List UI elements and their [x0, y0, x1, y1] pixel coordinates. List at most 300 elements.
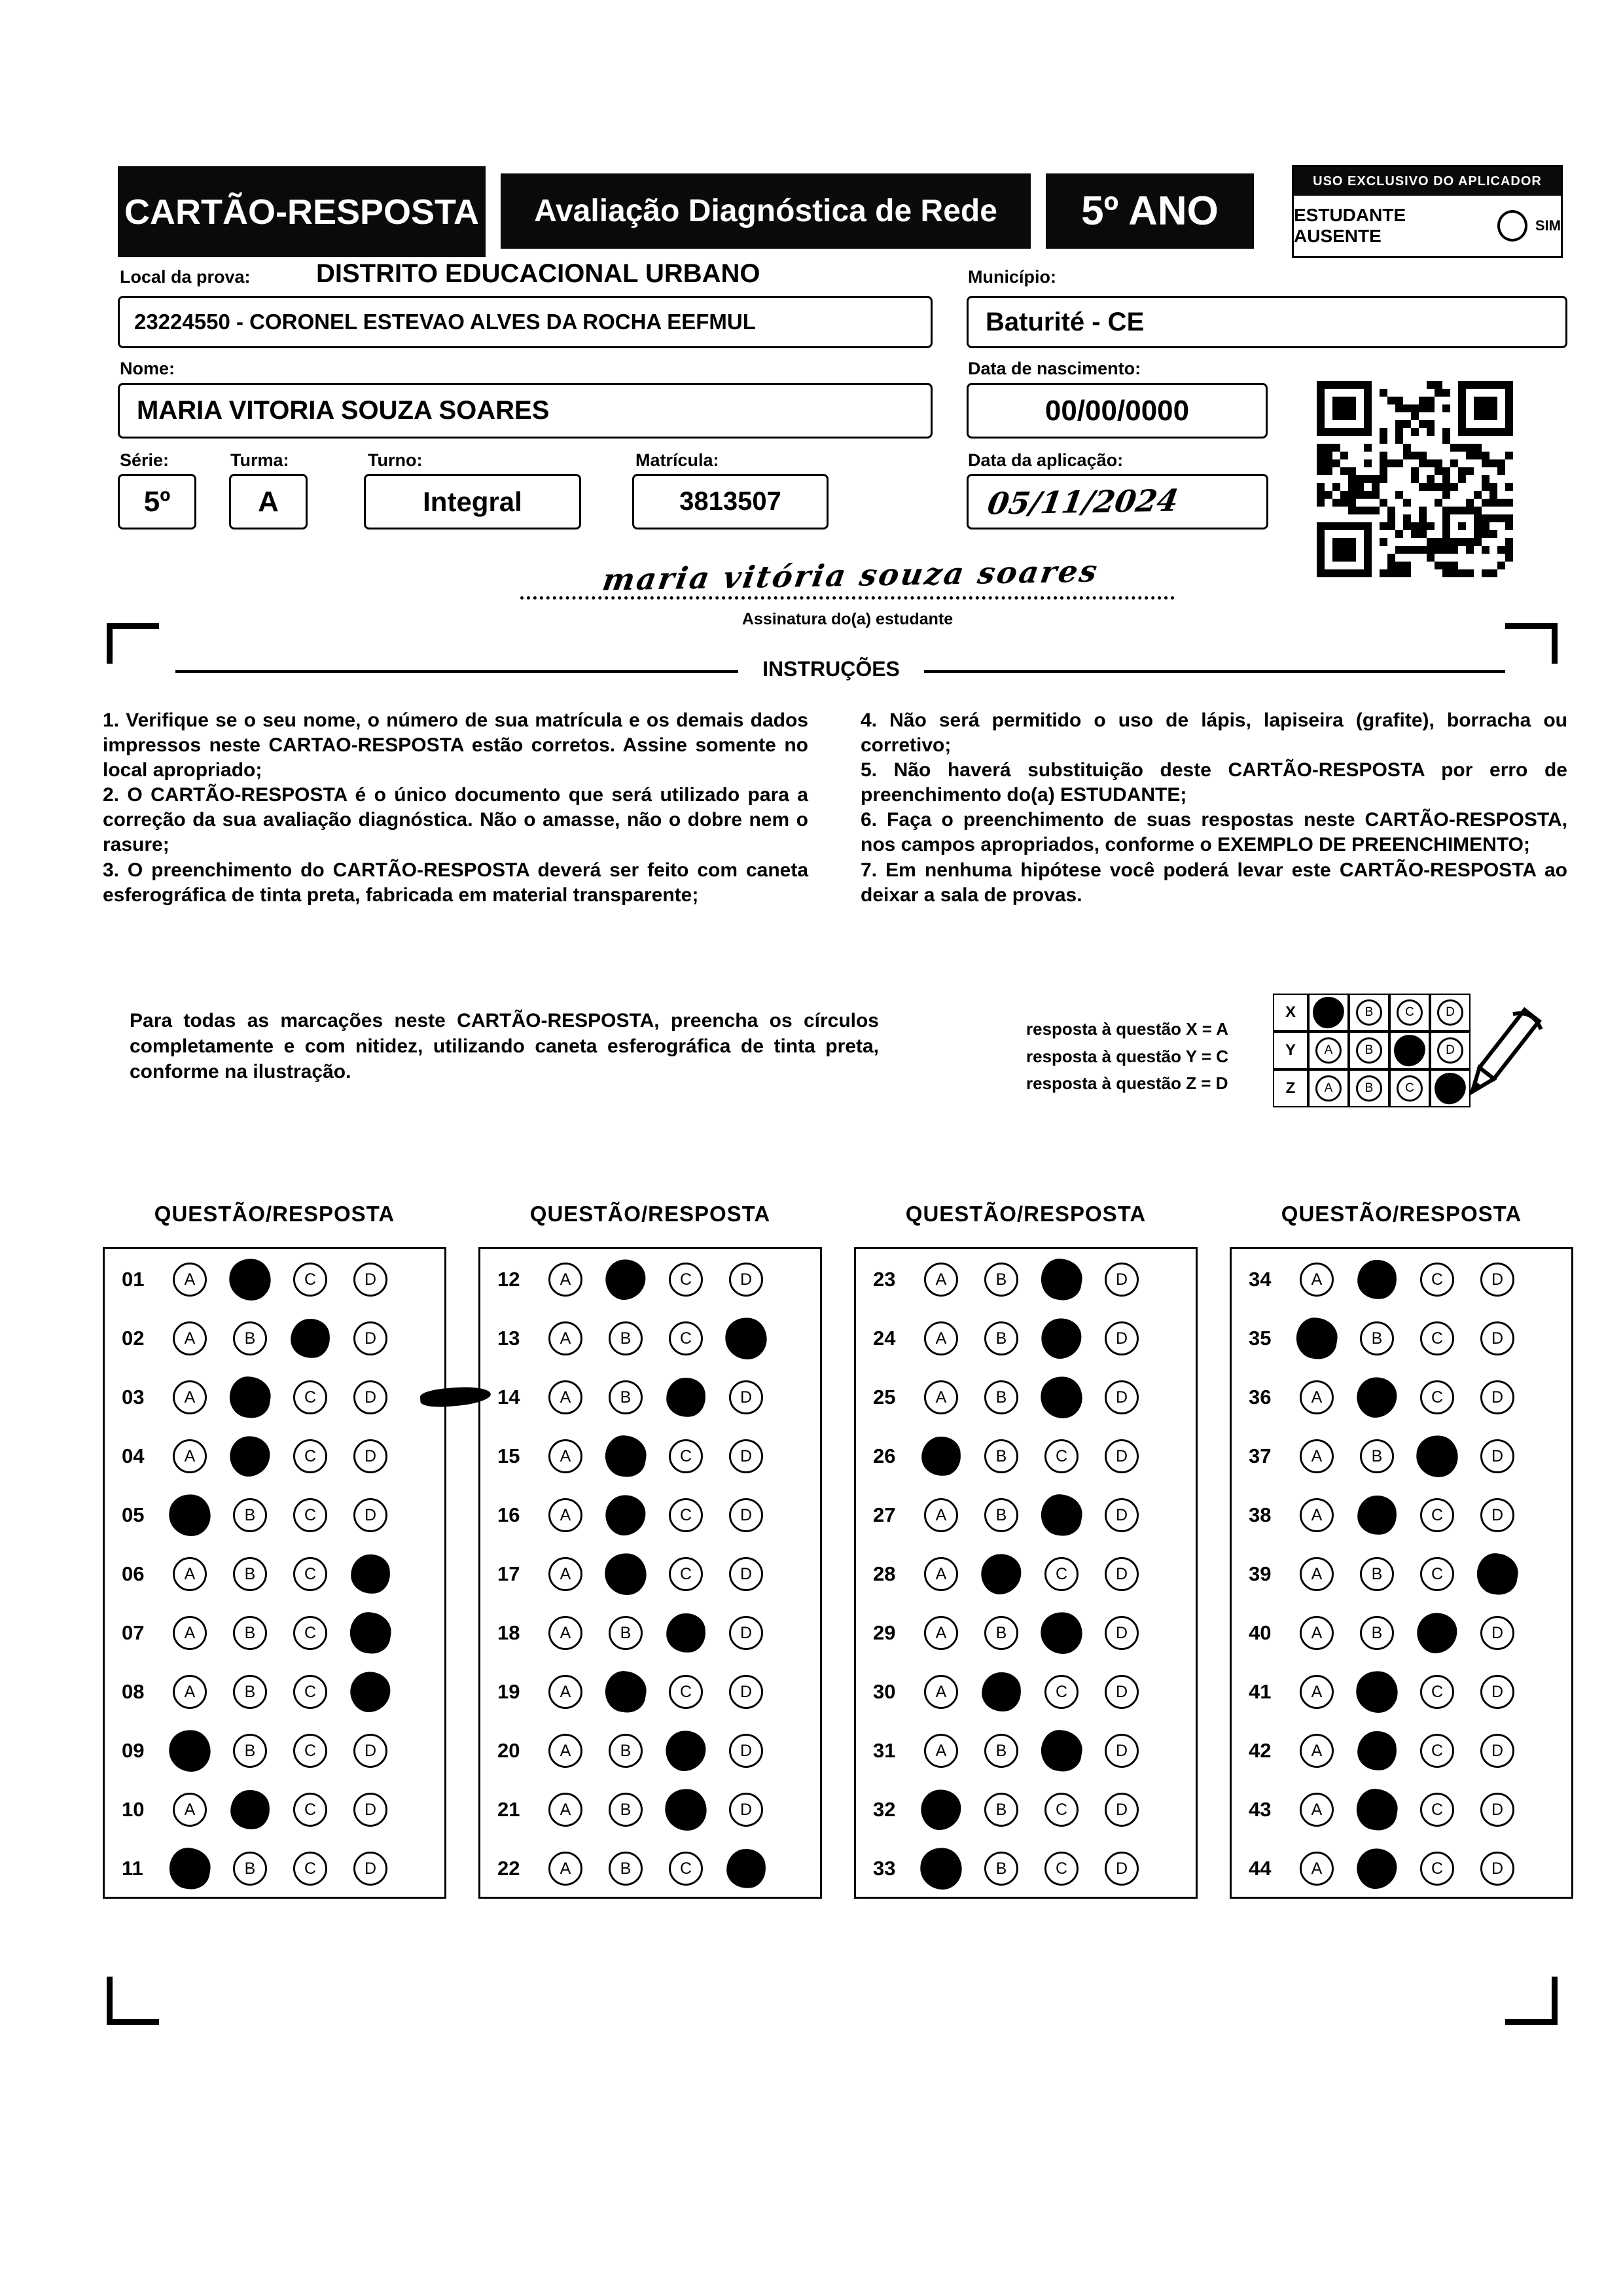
- question-number: 01: [122, 1268, 145, 1291]
- bubble-A[interactable]: A: [924, 1380, 958, 1414]
- bubble-C[interactable]: C: [669, 1557, 703, 1591]
- bubble-B[interactable]: B: [609, 1734, 643, 1768]
- turma-label: Turma:: [230, 450, 289, 470]
- example-bubble-B: B: [1356, 999, 1382, 1026]
- bubble-D[interactable]: D: [1105, 1321, 1139, 1355]
- bubble-D[interactable]: D: [1480, 1321, 1514, 1355]
- bubble-D[interactable]: D: [1105, 1793, 1139, 1827]
- bubble-B[interactable]: B: [1360, 1321, 1394, 1355]
- bubble-D[interactable]: D: [1480, 1439, 1514, 1473]
- bubble-B[interactable]: B: [1360, 1616, 1394, 1650]
- bubble-D[interactable]: D: [353, 1793, 387, 1827]
- example-note-x: resposta à questão X = A: [1026, 1019, 1228, 1039]
- example-notes: [1026, 1016, 1228, 1098]
- question-number: 18: [497, 1621, 520, 1644]
- bubble-C[interactable]: C: [1044, 1675, 1079, 1709]
- bubble-A[interactable]: A: [548, 1557, 582, 1591]
- bubble-D[interactable]: D: [1480, 1793, 1514, 1827]
- instruction-item-5: 5. Não haverá substituição deste CARTÃO-RESPOSTA por erro de preenchimento do(a) ESTUDANTE;: [861, 759, 1567, 806]
- instructions-right-column: [861, 708, 1567, 908]
- turno-field: Integral: [364, 474, 581, 529]
- bubble-A-filled[interactable]: [921, 1436, 962, 1477]
- local-prova-value: DISTRITO EDUCACIONAL URBANO: [316, 259, 760, 288]
- bubble-A[interactable]: A: [548, 1439, 582, 1473]
- bubble-D-filled[interactable]: [347, 1609, 393, 1656]
- bubble-B-filled[interactable]: [1354, 1374, 1399, 1420]
- bubble-C[interactable]: C: [293, 1439, 327, 1473]
- bubble-A[interactable]: A: [924, 1557, 958, 1591]
- bubble-B[interactable]: B: [233, 1675, 267, 1709]
- answer-row: [856, 1368, 1196, 1427]
- bubble-B-filled[interactable]: [603, 1552, 649, 1597]
- signature-caption: Assinatura do(a) estudante: [741, 610, 954, 628]
- bubble-B[interactable]: B: [984, 1263, 1018, 1297]
- answer-row: [480, 1427, 820, 1486]
- local-prova-label: Local da prova:: [120, 267, 251, 287]
- bubble-B[interactable]: B: [984, 1734, 1018, 1768]
- bubble-C[interactable]: C: [1044, 1793, 1079, 1827]
- bubble-A[interactable]: A: [548, 1675, 582, 1709]
- answer-column-header-2: QUESTÃO/RESPOSTA: [529, 1202, 771, 1226]
- answer-row: [856, 1250, 1196, 1309]
- bubble-A[interactable]: A: [924, 1263, 958, 1297]
- answer-row: [480, 1604, 820, 1662]
- bubble-D-filled[interactable]: [348, 1669, 393, 1714]
- bubble-A[interactable]: A: [173, 1439, 207, 1473]
- instruction-item-3: 3. O preenchimento do CARTÃO-RESPOSTA deverá ser feito com caneta esferográfica de tinta preta, fabricada em material transparente;: [103, 859, 808, 906]
- answer-row: [1232, 1250, 1571, 1309]
- bubble-A[interactable]: A: [548, 1380, 582, 1414]
- bubble-B-filled[interactable]: [226, 1374, 273, 1420]
- bubble-B[interactable]: B: [1360, 1439, 1394, 1473]
- answer-row: [105, 1250, 444, 1309]
- bubble-B-filled[interactable]: [1357, 1731, 1398, 1772]
- bubble-C[interactable]: C: [293, 1498, 327, 1532]
- bubble-C[interactable]: C: [669, 1439, 703, 1473]
- example-cell: [1389, 994, 1430, 1031]
- answer-row: [105, 1604, 444, 1662]
- bubble-D[interactable]: D: [729, 1263, 763, 1297]
- bubble-A[interactable]: A: [548, 1263, 582, 1297]
- bubble-B[interactable]: B: [984, 1793, 1018, 1827]
- bubble-B-filled[interactable]: [1357, 1259, 1398, 1300]
- bubble-D[interactable]: D: [729, 1439, 763, 1473]
- bubble-A[interactable]: A: [173, 1321, 207, 1355]
- bubble-C[interactable]: C: [1420, 1263, 1454, 1297]
- answer-row: [856, 1780, 1196, 1839]
- bubble-C[interactable]: C: [1420, 1380, 1454, 1414]
- bubble-C[interactable]: C: [293, 1793, 327, 1827]
- municipio-field: Baturité - CE: [967, 296, 1567, 348]
- bubble-A[interactable]: A: [1300, 1734, 1334, 1768]
- bubble-C[interactable]: C: [669, 1263, 703, 1297]
- bubble-A[interactable]: A: [548, 1616, 582, 1650]
- answer-row: [856, 1839, 1196, 1898]
- bubble-C[interactable]: C: [1420, 1557, 1454, 1591]
- bubble-A[interactable]: A: [924, 1675, 958, 1709]
- aplicacao-handwritten-date: 05/11/2024: [985, 482, 1181, 522]
- bubble-D[interactable]: D: [353, 1734, 387, 1768]
- question-number: 12: [497, 1268, 520, 1291]
- bubble-B-filled[interactable]: [227, 1433, 272, 1479]
- bubble-C[interactable]: C: [1420, 1734, 1454, 1768]
- bubble-C[interactable]: C: [669, 1498, 703, 1532]
- bubble-B[interactable]: B: [609, 1793, 643, 1827]
- question-number: 44: [1249, 1857, 1272, 1880]
- bubble-A[interactable]: A: [1300, 1498, 1334, 1532]
- answer-row: [480, 1250, 820, 1309]
- question-number: 34: [1249, 1268, 1272, 1291]
- bubble-A[interactable]: A: [924, 1321, 958, 1355]
- bubble-C[interactable]: C: [1044, 1852, 1079, 1886]
- bubble-A-filled[interactable]: [168, 1729, 213, 1774]
- corner-bracket-top-right: [1505, 623, 1558, 664]
- example-paragraph: Para todas as marcações neste CARTÃO-RESPOSTA, preencha os círculos completamente e com nitidez, utilizando caneta esferográfica de tinta preta, conforme na ilustração.: [130, 1010, 879, 1083]
- bubble-D[interactable]: D: [1105, 1439, 1139, 1473]
- bubble-B-filled[interactable]: [978, 1551, 1024, 1596]
- question-number: 32: [873, 1798, 896, 1821]
- question-number: 20: [497, 1739, 520, 1762]
- question-number: 16: [497, 1503, 520, 1526]
- answer-row: [856, 1545, 1196, 1604]
- bubble-A[interactable]: A: [924, 1616, 958, 1650]
- bubble-B[interactable]: B: [984, 1852, 1018, 1886]
- bubble-D[interactable]: D: [1105, 1675, 1139, 1709]
- example-bubble-A-filled: [1311, 996, 1346, 1030]
- bubble-B-filled[interactable]: [1357, 1495, 1398, 1536]
- bubble-B[interactable]: B: [233, 1557, 267, 1591]
- bubble-D[interactable]: D: [1105, 1616, 1139, 1650]
- instructions-rule-right: [924, 670, 1505, 673]
- bubble-B[interactable]: B: [233, 1616, 267, 1650]
- bubble-D[interactable]: D: [729, 1675, 763, 1709]
- corner-bracket-bottom-right: [1505, 1977, 1558, 2025]
- answer-column-header-3: QUESTÃO/RESPOSTA: [905, 1202, 1147, 1226]
- bubble-A[interactable]: A: [173, 1380, 207, 1414]
- question-number: 10: [122, 1798, 145, 1821]
- bubble-D[interactable]: D: [1480, 1852, 1514, 1886]
- bubble-C[interactable]: C: [1420, 1498, 1454, 1532]
- bubble-B-filled[interactable]: [1355, 1670, 1400, 1715]
- example-cell: [1308, 1069, 1349, 1107]
- question-number: 43: [1249, 1798, 1272, 1821]
- bubble-C[interactable]: C: [1420, 1793, 1454, 1827]
- grade-badge: 5º ANO: [1046, 173, 1254, 249]
- bubble-A[interactable]: A: [1300, 1263, 1334, 1297]
- instruction-item-7: 7. Em nenhuma hipótese você poderá levar este CARTÃO-RESPOSTA ao deixar a sala de provas.: [861, 859, 1567, 906]
- answer-row: [105, 1486, 444, 1545]
- bubble-C-filled[interactable]: [1038, 1727, 1084, 1774]
- bubble-C[interactable]: C: [669, 1321, 703, 1355]
- answer-row: [105, 1780, 444, 1839]
- bubble-C-filled[interactable]: [1038, 1492, 1084, 1538]
- bubble-D[interactable]: D: [353, 1498, 387, 1532]
- example-row-label: X: [1273, 994, 1308, 1031]
- question-number: 22: [497, 1857, 520, 1880]
- bubble-A[interactable]: A: [173, 1557, 207, 1591]
- example-bubble-D: D: [1437, 999, 1463, 1026]
- bubble-D[interactable]: D: [729, 1734, 763, 1768]
- bubble-C-filled[interactable]: [290, 1318, 331, 1359]
- example-cell: [1349, 1031, 1389, 1069]
- bubble-C[interactable]: C: [293, 1616, 327, 1650]
- bubble-D[interactable]: D: [1480, 1616, 1514, 1650]
- bubble-C[interactable]: C: [1420, 1675, 1454, 1709]
- question-number: 33: [873, 1857, 896, 1880]
- answer-row: [105, 1662, 444, 1721]
- bubble-A[interactable]: A: [1300, 1439, 1334, 1473]
- bubble-D[interactable]: D: [1105, 1734, 1139, 1768]
- bubble-A[interactable]: A: [548, 1498, 582, 1532]
- question-number: 08: [122, 1680, 145, 1703]
- bubble-C-filled[interactable]: [1039, 1316, 1084, 1361]
- bubble-A[interactable]: A: [1300, 1380, 1334, 1414]
- question-number: 38: [1249, 1503, 1272, 1526]
- exam-title: Avaliação Diagnóstica de Rede: [501, 173, 1031, 249]
- bubble-A[interactable]: A: [173, 1793, 207, 1827]
- question-number: 03: [122, 1386, 145, 1408]
- bubble-A[interactable]: A: [1300, 1793, 1334, 1827]
- qr-code: [1317, 381, 1513, 577]
- bubble-B[interactable]: B: [1360, 1557, 1394, 1591]
- bubble-D[interactable]: D: [1105, 1852, 1139, 1886]
- bubble-C-filled[interactable]: [1414, 1610, 1459, 1655]
- bubble-D-filled[interactable]: [724, 1316, 769, 1361]
- bubble-B[interactable]: B: [609, 1321, 643, 1355]
- bubble-B[interactable]: B: [609, 1852, 643, 1886]
- bubble-A[interactable]: A: [548, 1793, 582, 1827]
- question-number: 41: [1249, 1680, 1272, 1703]
- answer-row: [1232, 1486, 1571, 1545]
- bubble-D-filled[interactable]: [726, 1848, 767, 1890]
- answer-column-1: [103, 1247, 446, 1899]
- bubble-D[interactable]: D: [353, 1380, 387, 1414]
- bubble-D[interactable]: D: [1105, 1380, 1139, 1414]
- bubble-C-filled[interactable]: [1038, 1256, 1084, 1302]
- nascimento-label: Data de nascimento:: [968, 359, 1141, 378]
- bubble-D[interactable]: D: [353, 1852, 387, 1886]
- bubble-C[interactable]: C: [1420, 1852, 1454, 1886]
- bubble-D[interactable]: D: [353, 1263, 387, 1297]
- answer-column-3: [854, 1247, 1198, 1899]
- answer-row: [480, 1486, 820, 1545]
- bubble-A[interactable]: A: [173, 1616, 207, 1650]
- answer-row: [480, 1839, 820, 1898]
- bubble-C-filled[interactable]: [666, 1377, 707, 1418]
- answer-row: [1232, 1309, 1571, 1368]
- bubble-C[interactable]: C: [669, 1675, 703, 1709]
- bubble-B[interactable]: B: [984, 1439, 1018, 1473]
- bubble-D[interactable]: D: [729, 1380, 763, 1414]
- answer-row: [105, 1368, 444, 1427]
- answer-row: [1232, 1545, 1571, 1604]
- example-bubble-C: C: [1397, 1075, 1423, 1102]
- bubble-D[interactable]: D: [729, 1498, 763, 1532]
- question-number: 30: [873, 1680, 896, 1703]
- answer-row: [105, 1309, 444, 1368]
- bubble-A[interactable]: A: [924, 1734, 958, 1768]
- bubble-C[interactable]: C: [1044, 1439, 1079, 1473]
- answer-row: [1232, 1427, 1571, 1486]
- example-bubble-C-filled: [1393, 1033, 1427, 1068]
- answer-row: [1232, 1839, 1571, 1898]
- bubble-B-filled[interactable]: [230, 1789, 271, 1831]
- example-bubble-D: D: [1437, 1037, 1463, 1064]
- bubble-C[interactable]: C: [669, 1852, 703, 1886]
- bubble-D[interactable]: D: [1105, 1498, 1139, 1532]
- bubble-A[interactable]: A: [173, 1263, 207, 1297]
- example-row-label: Z: [1273, 1069, 1308, 1107]
- answer-row: [480, 1721, 820, 1780]
- bubble-C-filled[interactable]: [1039, 1611, 1084, 1656]
- bubble-B-filled[interactable]: [1353, 1786, 1400, 1833]
- bubble-D[interactable]: D: [1105, 1263, 1139, 1297]
- bubble-D[interactable]: D: [729, 1793, 763, 1827]
- example-bubble-C: C: [1397, 999, 1423, 1026]
- bubble-A-filled[interactable]: [1293, 1315, 1340, 1361]
- bubble-C-filled[interactable]: [663, 1728, 708, 1773]
- bubble-D-filled[interactable]: [350, 1554, 391, 1595]
- answer-row: [1232, 1662, 1571, 1721]
- bubble-D[interactable]: D: [1480, 1734, 1514, 1768]
- answer-column-header-4: QUESTÃO/RESPOSTA: [1281, 1202, 1522, 1226]
- bubble-B[interactable]: B: [233, 1852, 267, 1886]
- question-number: 40: [1249, 1621, 1272, 1644]
- bubble-A[interactable]: A: [1300, 1852, 1334, 1886]
- bubble-B-filled[interactable]: [981, 1672, 1022, 1713]
- question-number: 19: [497, 1680, 520, 1703]
- answer-row: [1232, 1780, 1571, 1839]
- bubble-C[interactable]: C: [293, 1557, 327, 1591]
- bubble-D[interactable]: D: [729, 1616, 763, 1650]
- bubble-D[interactable]: D: [729, 1557, 763, 1591]
- question-number: 39: [1249, 1562, 1272, 1585]
- bubble-A[interactable]: A: [1300, 1616, 1334, 1650]
- question-number: 06: [122, 1562, 145, 1585]
- bubble-B-filled[interactable]: [603, 1257, 648, 1302]
- bubble-A[interactable]: A: [548, 1734, 582, 1768]
- matricula-field: 3813507: [632, 474, 829, 529]
- bubble-B[interactable]: B: [233, 1498, 267, 1532]
- bubble-B-filled[interactable]: [602, 1668, 649, 1715]
- serie-field: 5º: [118, 474, 196, 529]
- question-number: 04: [122, 1444, 145, 1467]
- bubble-B[interactable]: B: [984, 1498, 1018, 1532]
- nascimento-field: 00/00/0000: [967, 383, 1268, 439]
- question-number: 37: [1249, 1444, 1272, 1467]
- bubble-C-filled[interactable]: [1415, 1434, 1460, 1479]
- bubble-B-filled[interactable]: [1354, 1846, 1399, 1891]
- bubble-B-filled[interactable]: [603, 1492, 648, 1537]
- municipio-label: Município:: [968, 267, 1056, 287]
- example-cell: [1389, 1069, 1430, 1107]
- bubble-B[interactable]: B: [233, 1321, 267, 1355]
- bubble-C-filled[interactable]: [1039, 1375, 1084, 1420]
- bubble-C[interactable]: C: [293, 1734, 327, 1768]
- answer-row: [856, 1604, 1196, 1662]
- bubble-C[interactable]: C: [293, 1852, 327, 1886]
- bubble-C[interactable]: C: [1420, 1321, 1454, 1355]
- bubble-D[interactable]: D: [353, 1321, 387, 1355]
- answer-row: [856, 1486, 1196, 1545]
- bubble-A[interactable]: A: [1300, 1675, 1334, 1709]
- bubble-B[interactable]: B: [609, 1616, 643, 1650]
- bubble-C[interactable]: C: [293, 1675, 327, 1709]
- question-number: 27: [873, 1503, 896, 1526]
- card-title: CARTÃO-RESPOSTA: [118, 166, 486, 257]
- bubble-D[interactable]: D: [1480, 1380, 1514, 1414]
- bubble-A-filled[interactable]: [168, 1493, 213, 1538]
- bubble-C-filled[interactable]: [664, 1787, 709, 1833]
- answer-row: [1232, 1604, 1571, 1662]
- bubble-B-filled[interactable]: [228, 1257, 273, 1302]
- bubble-A-filled[interactable]: [918, 1787, 963, 1832]
- instructions-rule-left: [175, 670, 738, 673]
- bubble-D[interactable]: D: [1105, 1557, 1139, 1591]
- answer-row: [856, 1309, 1196, 1368]
- example-cell: [1308, 1031, 1349, 1069]
- answer-row: [105, 1839, 444, 1898]
- signature-handwriting: maria vitória souza soares: [599, 553, 1102, 598]
- bubble-A-filled[interactable]: [919, 1846, 964, 1892]
- answer-column-4: [1230, 1247, 1573, 1899]
- answer-row: [480, 1545, 820, 1604]
- bubble-B-filled[interactable]: [602, 1433, 649, 1479]
- bubble-B[interactable]: B: [609, 1380, 643, 1414]
- bubble-B[interactable]: B: [984, 1616, 1018, 1650]
- bubble-A[interactable]: A: [548, 1852, 582, 1886]
- bubble-D[interactable]: D: [1480, 1498, 1514, 1532]
- bubble-D[interactable]: D: [1480, 1263, 1514, 1297]
- bubble-A-filled[interactable]: [166, 1845, 213, 1892]
- corner-bracket-bottom-left: [107, 1977, 159, 2025]
- bubble-D[interactable]: D: [353, 1439, 387, 1473]
- question-number: 05: [122, 1503, 145, 1526]
- question-number: 02: [122, 1327, 145, 1350]
- aplicacao-field: [967, 474, 1268, 529]
- bubble-D-filled[interactable]: [1474, 1551, 1520, 1597]
- answer-row: [1232, 1721, 1571, 1780]
- answer-row: [480, 1368, 820, 1427]
- nome-label: Nome:: [120, 359, 175, 378]
- aplicacao-label: Data da aplicação:: [968, 450, 1124, 470]
- example-bubble-B: B: [1356, 1075, 1382, 1102]
- bubble-A[interactable]: A: [1300, 1557, 1334, 1591]
- question-number: 24: [873, 1327, 896, 1350]
- bubble-C-filled[interactable]: [666, 1613, 707, 1654]
- bubble-A[interactable]: A: [173, 1675, 207, 1709]
- question-number: 29: [873, 1621, 896, 1644]
- answer-row: [856, 1721, 1196, 1780]
- bubble-D[interactable]: D: [1480, 1675, 1514, 1709]
- example-cell: [1349, 994, 1389, 1031]
- question-number: 28: [873, 1562, 896, 1585]
- instruction-item-2: 2. O CARTÃO-RESPOSTA é o único documento que será utilizado para a correção da sua avaliação diagnóstica. Não o amasse, não o dobre nem o rasure;: [103, 784, 808, 856]
- bubble-A[interactable]: A: [548, 1321, 582, 1355]
- matricula-label: Matrícula:: [635, 450, 719, 470]
- bubble-C[interactable]: C: [1044, 1557, 1079, 1591]
- example-cell: [1349, 1069, 1389, 1107]
- bubble-C[interactable]: C: [293, 1263, 327, 1297]
- bubble-A[interactable]: A: [924, 1498, 958, 1532]
- question-number: 09: [122, 1739, 145, 1762]
- bubble-B[interactable]: B: [984, 1321, 1018, 1355]
- bubble-B[interactable]: B: [233, 1734, 267, 1768]
- absent-sim-circle[interactable]: [1497, 210, 1527, 242]
- question-number: 21: [497, 1798, 520, 1821]
- bubble-C[interactable]: C: [293, 1380, 327, 1414]
- bubble-B[interactable]: B: [984, 1380, 1018, 1414]
